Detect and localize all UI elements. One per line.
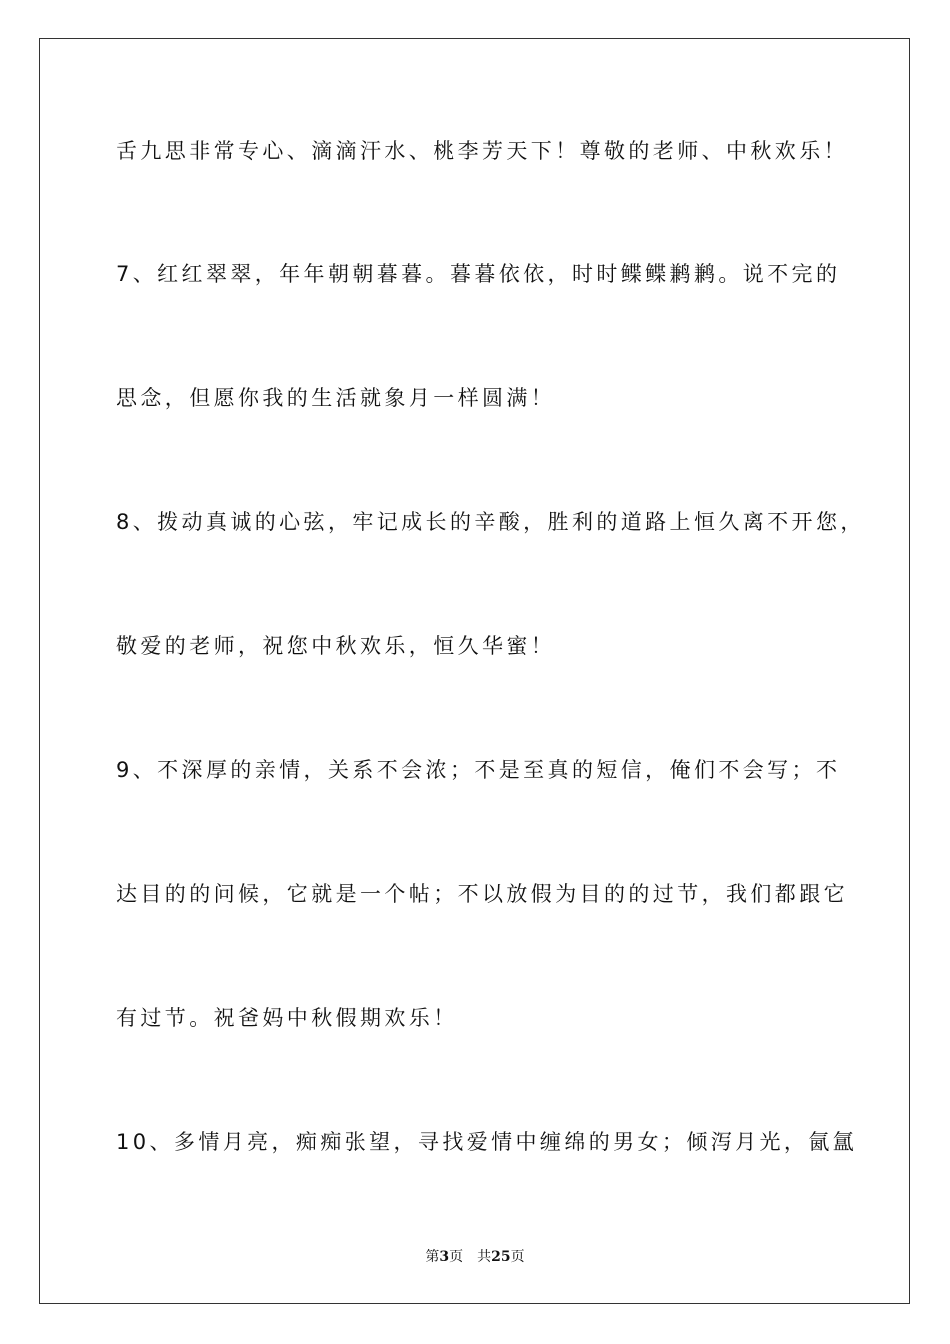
text-line-1: 舌九思非常专心、滴滴汗水、桃李芳天下！尊敬的老师、中秋欢乐！: [116, 139, 848, 163]
text-line-3: 思念，但愿你我的生活就象月一样圆满！: [116, 386, 556, 410]
page-footer: [0, 1248, 950, 1266]
page-border: [39, 38, 910, 1304]
total-unit: 页: [510, 1249, 525, 1265]
page-current: 3: [439, 1249, 450, 1265]
text-line-8: 有过节。祝爸妈中秋假期欢乐！: [116, 1006, 458, 1030]
text-line-9: 10、多情月亮，痴痴张望，寻找爱情中缠绵的男女；倾泻月光，氤氲: [116, 1130, 858, 1154]
page-prefix: 第: [425, 1249, 440, 1265]
page-total: 25: [491, 1249, 511, 1265]
text-line-5: 敬爱的老师，祝您中秋欢乐，恒久华蜜！: [116, 634, 556, 658]
text-line-6: 9、不深厚的亲情，关系不会浓；不是至真的短信，俺们不会写；不: [116, 758, 841, 782]
total-prefix: 共: [477, 1249, 492, 1265]
page-unit: 页: [449, 1249, 464, 1265]
text-line-7: 达目的的问候，它就是一个帖；不以放假为目的的过节，我们都跟它: [116, 882, 848, 906]
text-line-4: 8、拨动真诚的心弦，牢记成长的辛酸，胜利的道路上恒久离不开您，: [116, 510, 865, 534]
text-line-2: 7、红红翠翠，年年朝朝暮暮。暮暮依依，时时鲽鲽鹣鹣。说不完的: [116, 262, 841, 286]
